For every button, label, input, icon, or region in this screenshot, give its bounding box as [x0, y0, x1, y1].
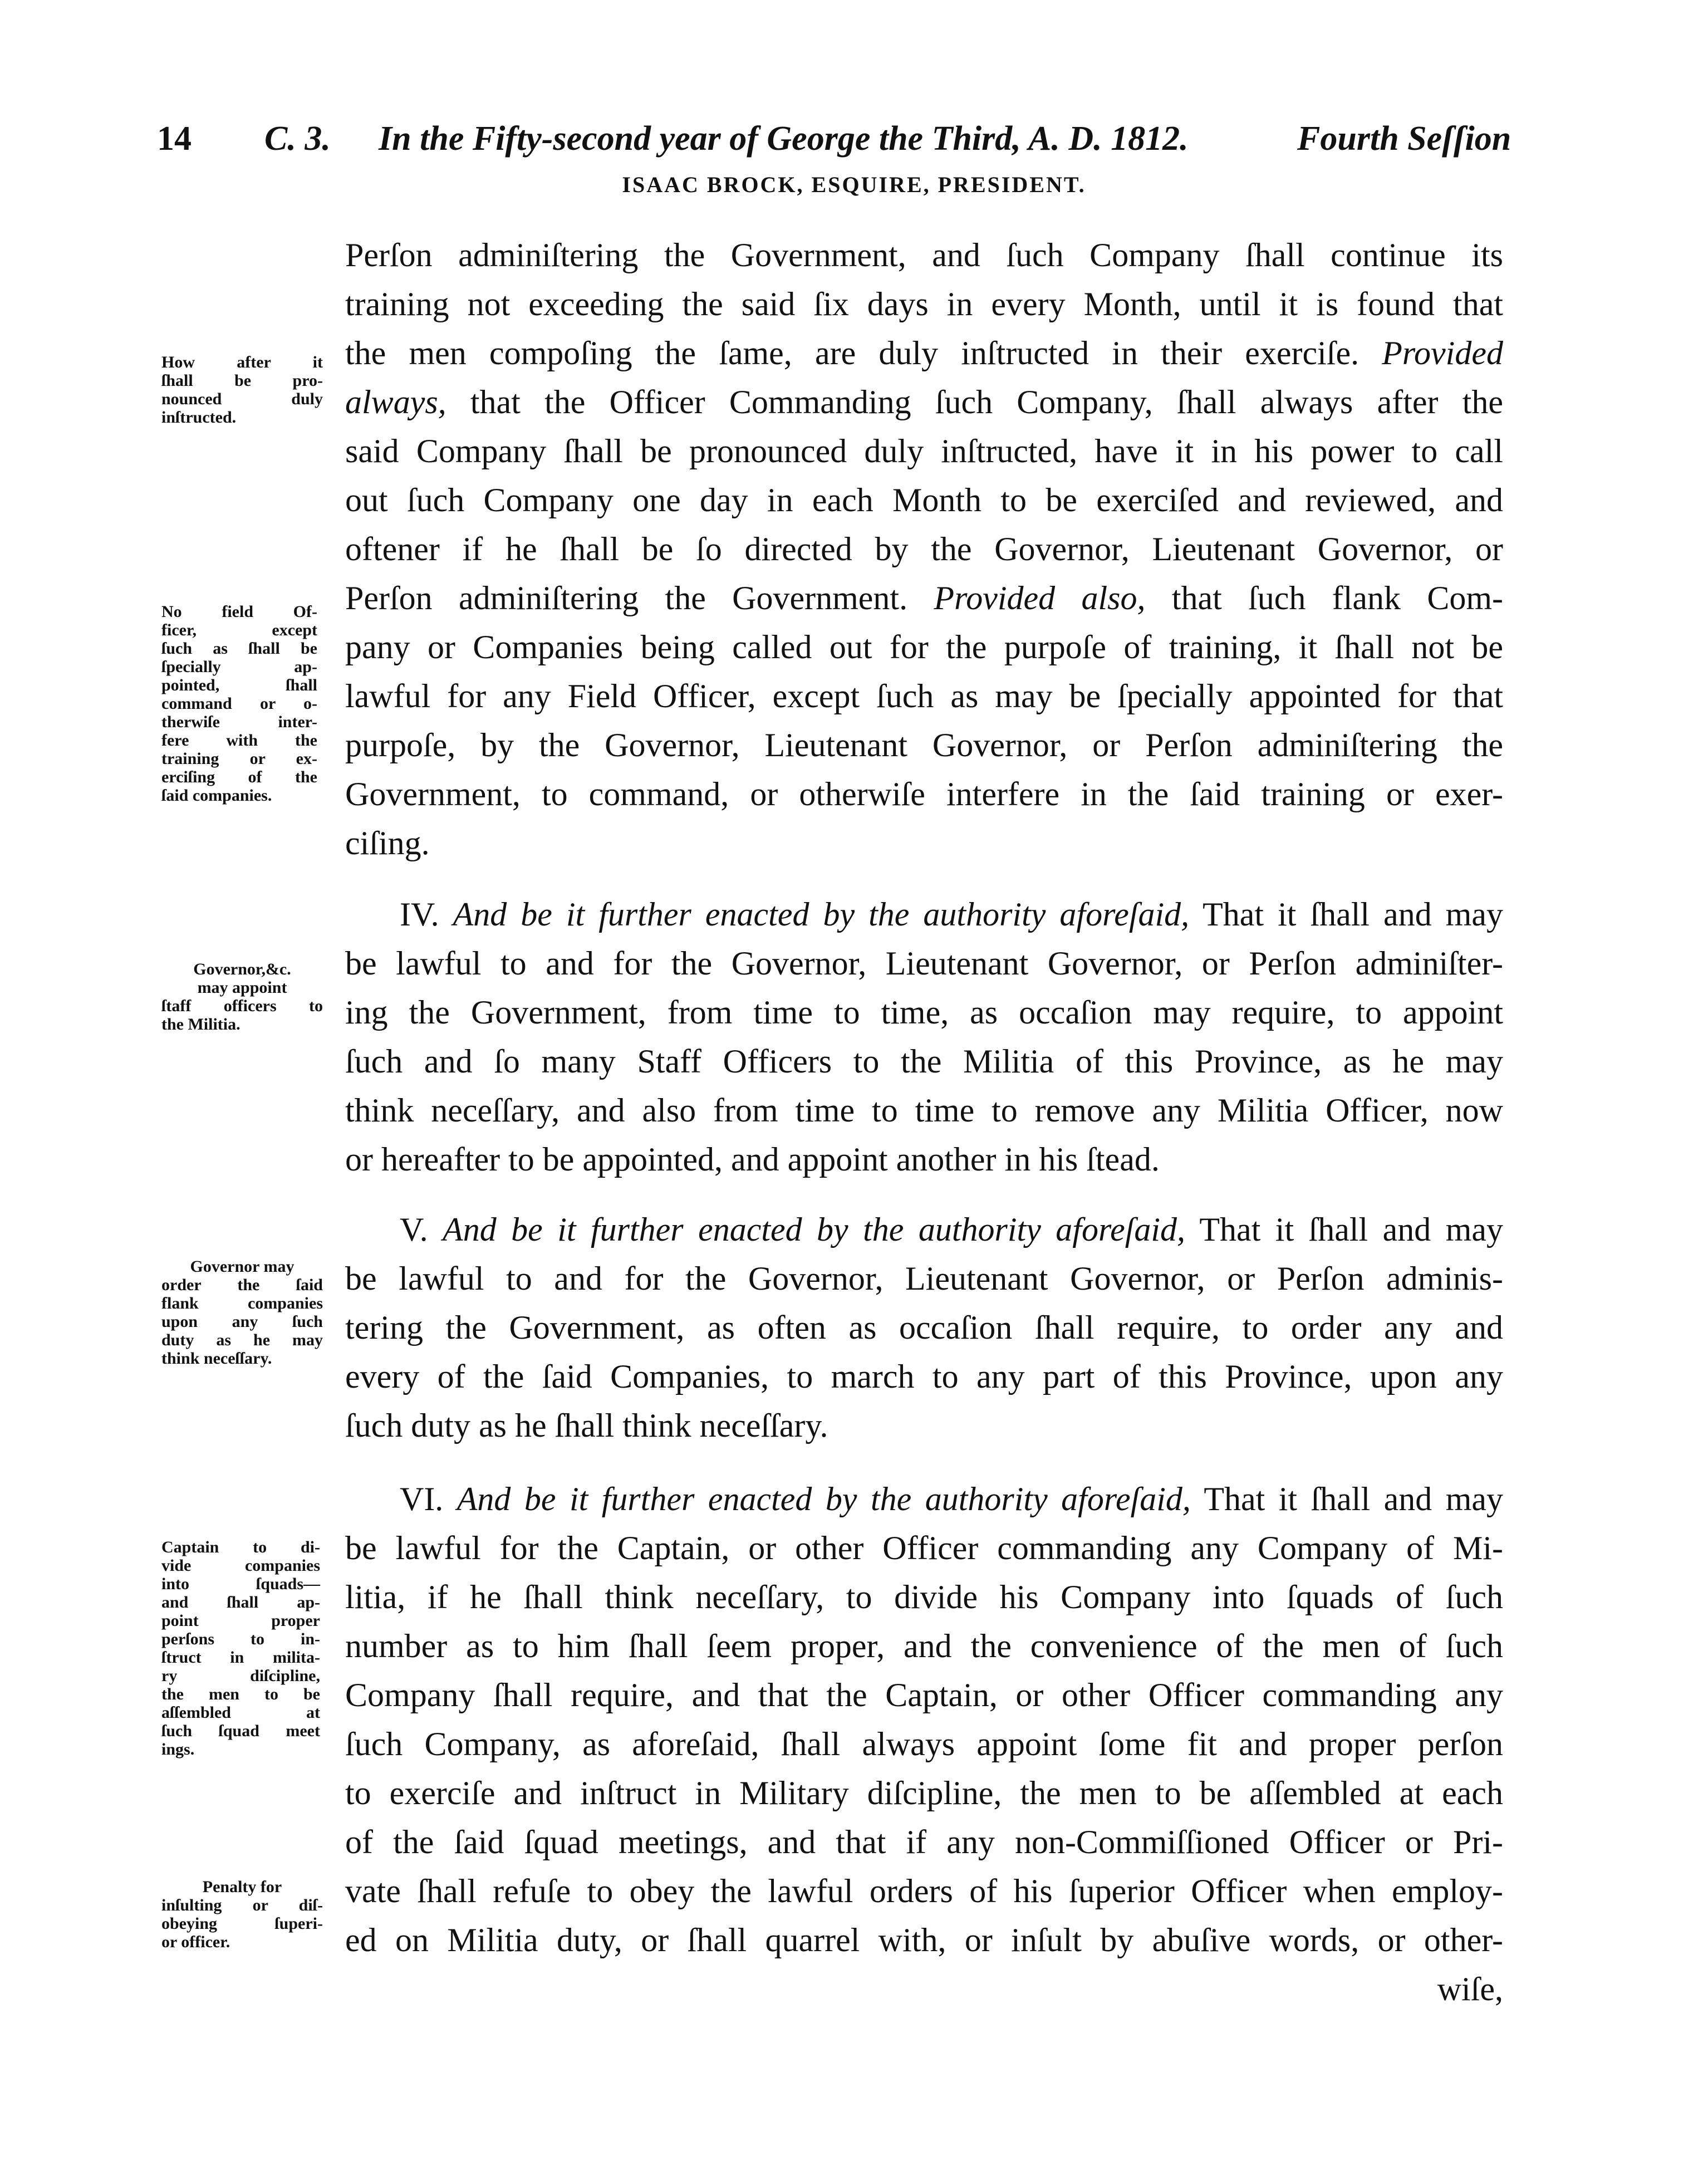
body-line: ciſing.	[345, 825, 430, 861]
enacting-clause: And be it further enacted by the authority aforeſaid,	[457, 1481, 1191, 1517]
body-text: the men compoſing the ſame, are duly inſtructed in their exerciſe.	[345, 335, 1359, 371]
note-line: ſuch ſquad meet	[161, 1722, 320, 1740]
body-line: or hereafter to be appointed, and appoint another in his ſtead.	[345, 1141, 1160, 1178]
note-line: the men to be	[161, 1685, 320, 1703]
body-line: every of the ſaid Companies, to march to any part of this Province, upon any	[345, 1358, 1503, 1395]
note-line: upon any ſuch	[161, 1312, 323, 1331]
note-line: or officer.	[161, 1933, 230, 1951]
page-number: 14	[157, 120, 192, 158]
note-line: How after it	[161, 353, 323, 371]
section-vi-opening	[400, 1482, 1503, 1516]
note-line: flank companies	[161, 1294, 323, 1312]
note-line: the Militia.	[161, 1015, 241, 1033]
enacting-clause: And be it further enacted by the authority aforeſaid,	[443, 1211, 1186, 1248]
running-title: In the Fifty-second year of George the Third, A. D. 1812.	[379, 120, 1189, 158]
body-line: out ſuch Company one day in each Month to be exerciſed and reviewed, and	[345, 482, 1503, 518]
note-line: nounced duly	[161, 390, 323, 408]
note-line: ficer, except	[161, 621, 317, 639]
note-line: ings.	[161, 1740, 195, 1758]
section-v-opening	[400, 1213, 1503, 1246]
margin-note-squads	[161, 1538, 320, 1758]
section-iv-opening	[400, 898, 1503, 931]
margin-note-flank-companies	[161, 1257, 323, 1368]
note-line: inſtructed.	[161, 408, 237, 427]
note-line: ſaid companies.	[161, 786, 272, 805]
note-line: Captain to di-	[161, 1538, 320, 1556]
body-line: ſuch duty as he ſhall think neceſſary.	[345, 1407, 828, 1444]
note-line: ſtruct in milita-	[161, 1648, 320, 1667]
enacting-clause: And be it further enacted by the authority aforeſaid,	[453, 896, 1190, 933]
body-text: That it ſhall and may	[1203, 896, 1503, 933]
note-line: Governor may	[190, 1257, 295, 1276]
proviso-italic: Provided	[1382, 335, 1503, 371]
body-line: training not exceeding the said ſix days in every Month, until it is found that	[345, 286, 1503, 322]
running-subtitle	[0, 172, 1708, 198]
body-text: Perſon adminiſtering the Government.	[345, 580, 908, 616]
note-line: perſons to in-	[161, 1630, 320, 1648]
catchword: wiſe,	[1437, 1971, 1503, 2007]
note-line: command or o-	[161, 694, 317, 713]
body-line	[345, 336, 1503, 370]
body-line: ſuch Company, as aforeſaid, ſhall always appoint ſome fit and proper perſon	[345, 1726, 1503, 1762]
section-number: IV.	[400, 896, 439, 933]
body-line: oftener if he ſhall be ſo directed by the Governor, Lieutenant Governor, or	[345, 531, 1503, 567]
note-line: ry diſcipline,	[161, 1667, 320, 1685]
note-line: fere with the	[161, 731, 317, 750]
note-line: therwiſe inter-	[161, 713, 317, 731]
proviso-italic: Provided also,	[934, 580, 1146, 616]
body-line: Company ſhall require, and that the Captain, or other Officer commanding any	[345, 1677, 1503, 1713]
body-text: that the Officer Commanding ſuch Company, ſhall always after the	[470, 384, 1503, 420]
note-line: inſulting or diſ-	[161, 1896, 323, 1914]
note-line: and ſhall ap-	[161, 1593, 320, 1611]
note-line: No field Of-	[161, 602, 317, 621]
body-line: Perſon adminiſtering the Government, and ſuch Company ſhall continue its	[345, 237, 1503, 273]
body-line: pany or Companies being called out for the purpoſe of training, it ſhall not be	[345, 629, 1503, 665]
margin-note-penalty	[161, 1878, 323, 1951]
section-number: VI.	[400, 1481, 444, 1517]
body-line: ed on Militia duty, or ſhall quarrel with, or inſult by abuſive words, or other-	[345, 1922, 1503, 1958]
note-line: aſſembled at	[161, 1703, 320, 1722]
body-line: to exerciſe and inſtruct in Military diſcipline, the men to be aſſembled at each	[345, 1775, 1503, 1811]
note-line: ſuch as ſhall be	[161, 639, 317, 658]
body-line: think neceſſary, and also from time to time to remove any Militia Officer, now	[345, 1092, 1503, 1129]
note-line: erciſing of the	[161, 768, 317, 786]
body-line: be lawful to and for the Governor, Lieutenant Governor, or Perſon adminis-	[345, 1260, 1503, 1297]
body-text: that ſuch flank Com-	[1171, 580, 1504, 616]
body-line: litia, if he ſhall think neceſſary, to divide his Company into ſquads of ſuch	[345, 1579, 1503, 1615]
note-line: into ſquads—	[161, 1575, 320, 1593]
note-line: training or ex-	[161, 750, 317, 768]
body-text: That it ſhall and may	[1204, 1481, 1503, 1517]
session-label: Fourth Seſſion	[1297, 120, 1511, 158]
note-line: obeying ſuperi-	[161, 1914, 323, 1933]
body-line: tering the Government, as often as occaſion ſhall require, to order any and	[345, 1309, 1503, 1346]
body-line: ing the Government, from time to time, as occaſion may require, to appoint	[345, 994, 1503, 1031]
body-line: purpoſe, by the Governor, Lieutenant Governor, or Perſon adminiſtering the	[345, 727, 1503, 763]
margin-note-instructed	[161, 353, 323, 427]
body-line: be lawful to and for the Governor, Lieutenant Governor, or Perſon adminiſter-	[345, 945, 1503, 982]
margin-note-staff-officers	[161, 960, 323, 1033]
body-line: vate ſhall refuſe to obey the lawful orders of his ſuperior Officer when employ-	[345, 1873, 1503, 1909]
note-line: point proper	[161, 1611, 320, 1630]
proviso-italic: always,	[345, 384, 446, 420]
note-line: duty as he may	[161, 1331, 323, 1349]
note-line: ſtaff officers to	[161, 997, 323, 1015]
body-line	[345, 581, 1503, 615]
note-line: pointed, ſhall	[161, 676, 317, 694]
body-line: Government, to command, or otherwiſe interfere in the ſaid training or exer-	[345, 776, 1503, 812]
note-line: Penalty for	[202, 1878, 282, 1896]
body-line: said Company ſhall be pronounced duly inſtructed, have it in his power to call	[345, 433, 1503, 469]
margin-note-field-officer	[161, 602, 317, 805]
body-line	[345, 385, 1503, 419]
chapter-label: C. 3.	[264, 120, 331, 158]
body-line: ſuch and ſo many Staff Officers to the Militia of this Province, as he may	[345, 1043, 1503, 1080]
note-line: ſpecially ap-	[161, 658, 317, 676]
body-line: lawful for any Field Officer, except ſuch as may be ſpecially appointed for that	[345, 678, 1503, 714]
section-number: V.	[400, 1211, 428, 1248]
note-line: think neceſſary.	[161, 1349, 272, 1368]
body-line: number as to him ſhall ſeem proper, and the convenience of the men of ſuch	[345, 1628, 1503, 1664]
note-line: vide companies	[161, 1556, 320, 1575]
body-line: of the ſaid ſquad meetings, and that if any non-Commiſſioned Officer or Pri-	[345, 1824, 1503, 1860]
note-line: order the ſaid	[161, 1276, 323, 1294]
note-line: ſhall be pro-	[161, 371, 323, 390]
body-line: be lawful for the Captain, or other Officer commanding any Company of Mi-	[345, 1530, 1503, 1566]
note-line: may appoint	[197, 978, 287, 997]
body-text: That it ſhall and may	[1199, 1211, 1503, 1248]
subtitle-text: ISAAC BROCK, ESQUIRE, PRESIDENT.	[622, 172, 1086, 197]
note-line: Governor,&c.	[193, 960, 291, 978]
